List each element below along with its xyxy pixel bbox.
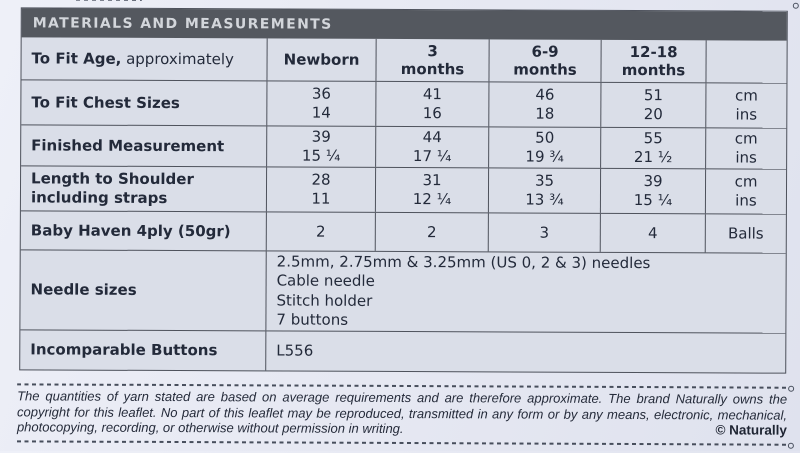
cell-value: 55 21 ½ — [600, 128, 705, 168]
cell-value: 2 — [266, 212, 375, 250]
col-header-12-18-months: 12-18 months — [600, 40, 705, 82]
age-label-bold: To Fit Age, — [31, 48, 122, 68]
units-cell: cm ins — [705, 83, 786, 127]
row-to-fit-age — [21, 37, 786, 82]
cell-value: 51 20 — [600, 83, 705, 127]
col-header-newborn: Newborn — [266, 38, 375, 80]
needle-line: 7 buttons — [276, 310, 349, 329]
col-header-6-9-months: 6-9 months — [488, 39, 600, 81]
needle-line: Cable needle — [276, 271, 375, 290]
cell-value: 2 — [375, 213, 488, 251]
col-header-units-empty — [705, 40, 786, 82]
row-label: Incomparable Buttons — [30, 340, 218, 360]
row-baby-haven-4ply — [21, 210, 786, 252]
top-dashed-end-dot — [793, 3, 799, 9]
cell-value: 41 16 — [375, 82, 488, 126]
needle-line: 2.5mm, 2.75mm & 3.25mm (US 0, 2 & 3) needles — [276, 251, 651, 272]
cell-value: 28 11 — [266, 167, 375, 211]
row-label: Baby Haven 4ply (50gr) — [30, 220, 231, 240]
row-incomparable-buttons — [20, 329, 785, 372]
units-cell: cm ins — [705, 169, 786, 213]
footer-dashed-rule-bottom — [17, 440, 787, 445]
row-needle-sizes — [20, 249, 785, 332]
units-cell: Balls — [705, 214, 786, 252]
cell-value: 50 19 ¾ — [488, 127, 600, 167]
row-label: Length to Shoulder including straps — [30, 169, 194, 207]
materials-measurements-table — [19, 7, 788, 373]
col-header-3-months: 3 months — [375, 39, 488, 81]
table-title: MATERIALS AND MEASUREMENTS — [32, 14, 333, 33]
age-row-label — [21, 37, 266, 80]
top-dashed-remnant — [76, 0, 142, 1]
needle-sizes-value — [265, 251, 785, 332]
row-finished-measurement — [21, 124, 786, 168]
cell-value: 46 18 — [488, 82, 600, 126]
units-cell: cm ins — [705, 128, 786, 168]
cell-value: 36 14 — [266, 81, 375, 125]
table-title-bar — [22, 8, 787, 40]
cell-value: 39 15 ¼ — [266, 126, 375, 166]
row-length-to-shoulder — [21, 165, 786, 213]
age-row-label-text — [32, 49, 234, 69]
row-label: Needle sizes — [30, 280, 137, 299]
footer-disclaimer — [17, 388, 787, 439]
copyright-naturally: © Naturally — [715, 422, 787, 439]
cell-value: 35 13 ¾ — [488, 168, 600, 212]
cell-value: 4 — [600, 214, 705, 252]
cell-value: 39 15 ¼ — [600, 169, 705, 213]
needle-line: Stitch holder — [276, 290, 373, 310]
disclaimer-text: The quantities of yarn stated are based on average requirements and are therefore approximate. The brand Naturally owns the copyright for this leaflet. No part of this leaflet may be reproduced, transmitted in any form or by any means, electronic, mechanical, photocopying, recording, or otherwise without permission in writing. — [16, 388, 788, 437]
cell-value: 44 17 ¼ — [375, 127, 488, 167]
cell-value: 31 12 ¼ — [375, 168, 488, 212]
cell-value: 3 — [488, 213, 600, 251]
buttons-value: L556 — [265, 331, 785, 372]
row-label: Finished Measurement — [31, 135, 225, 155]
row-chest-sizes — [21, 79, 786, 127]
age-label-normal: approximately — [121, 49, 234, 68]
row-label: To Fit Chest Sizes — [31, 92, 180, 112]
